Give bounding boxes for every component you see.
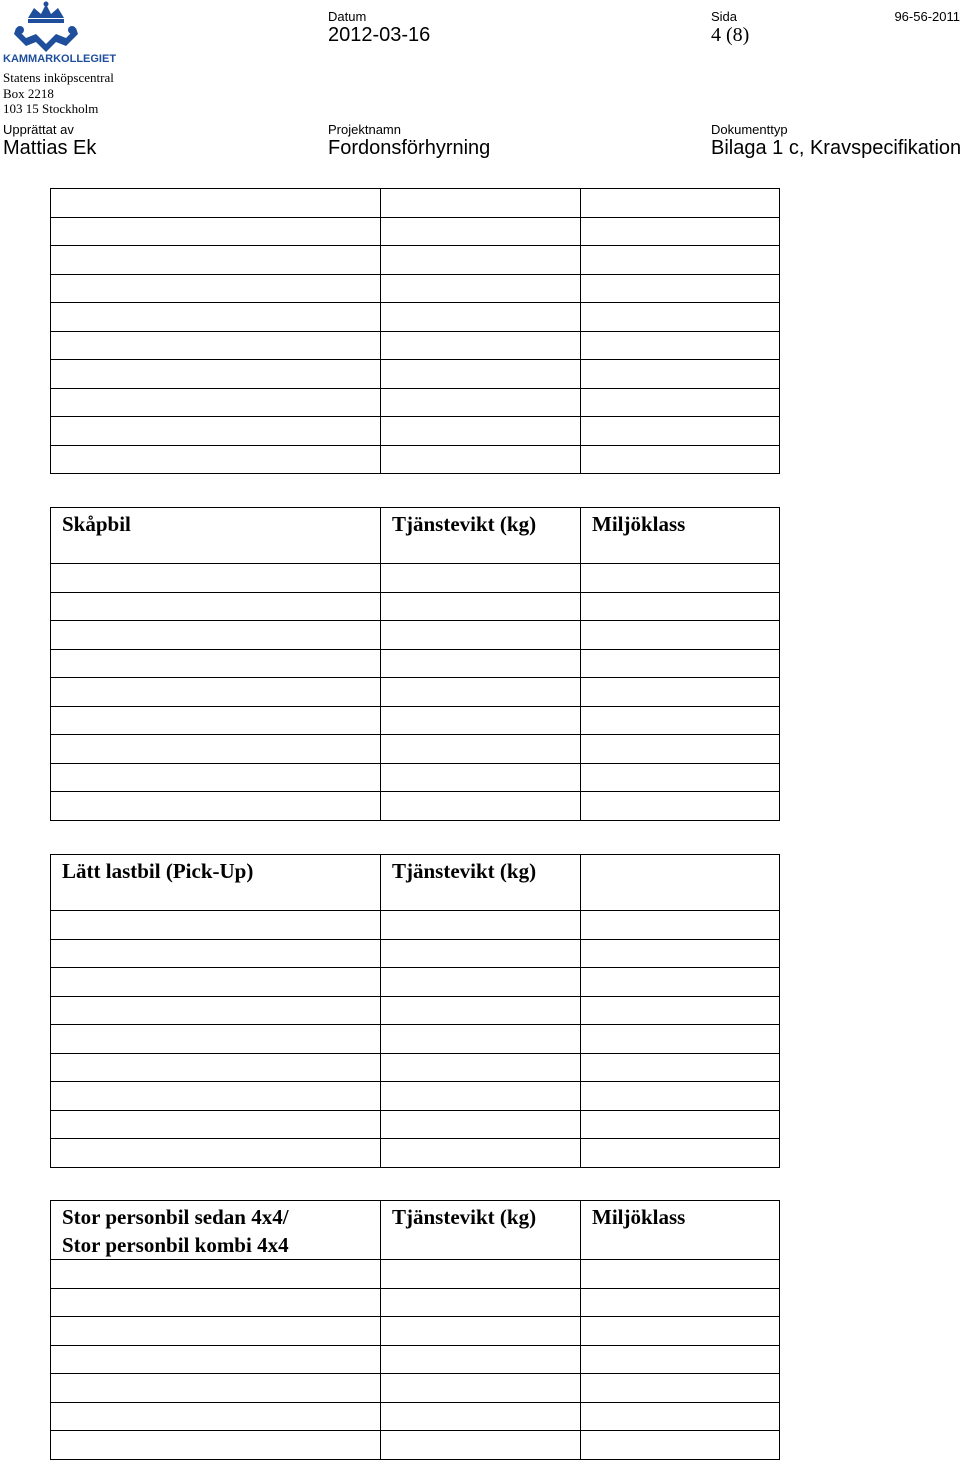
table-row: [51, 706, 780, 735]
table-row: [51, 1082, 780, 1111]
environment-class-header: Miljöklass: [592, 1205, 686, 1229]
large-car-table: [50, 1200, 780, 1460]
sida-label: Sida: [711, 9, 738, 24]
table-header-row: [51, 508, 780, 564]
weight-header: Tjänstevikt (kg): [392, 1205, 537, 1229]
table-row: [51, 445, 780, 474]
doc-number: 96-56-2011: [894, 9, 960, 24]
table-row: [51, 417, 780, 446]
table-row: [51, 1025, 780, 1054]
table-row: [51, 1260, 780, 1289]
table-row: [51, 189, 780, 218]
logo-text: KAMMARKOLLEGIET: [3, 53, 117, 65]
table-row: [51, 274, 780, 303]
table-row: [51, 1345, 780, 1374]
table-row: [51, 360, 780, 389]
table-row: [51, 388, 780, 417]
pickup-table: [50, 854, 780, 1168]
doktyp-label: Dokumenttyp: [711, 122, 788, 137]
sida-value: 4 (8): [711, 24, 750, 46]
table-row: [51, 763, 780, 792]
table-row: [51, 911, 780, 940]
table-row: [51, 996, 780, 1025]
datum-label: Datum: [328, 9, 367, 24]
crown-logo-icon: [0, 0, 117, 70]
table-row: [51, 939, 780, 968]
vehicle-table-continued: [50, 188, 780, 474]
environment-class-header: Miljöklass: [592, 512, 686, 536]
table-row: [51, 968, 780, 997]
skapbil-table: [50, 507, 780, 821]
vehicle-type-header: Stor personbil sedan 4x4/ Stor personbil kombi 4x4: [62, 1205, 289, 1257]
org-city: 103 15 Stockholm: [3, 101, 99, 116]
table-row: [51, 592, 780, 621]
table-row: [51, 303, 780, 332]
table-row: [51, 1317, 780, 1346]
vehicle-type-header: Skåpbil: [62, 512, 131, 536]
org-box: Box 2218: [3, 86, 54, 101]
table-header-row: [51, 855, 780, 911]
table-row: [51, 246, 780, 275]
table-header-row: [51, 1201, 780, 1260]
upprattat-label: Upprättat av: [3, 122, 74, 137]
table-row: [51, 217, 780, 246]
doktyp-value: Bilaga 1 c, Kravspecifikation: [711, 137, 961, 159]
empty-header: [581, 855, 779, 857]
table-row: [51, 1288, 780, 1317]
table-row: [51, 649, 780, 678]
org-name: Statens inköpscentral: [3, 70, 114, 85]
table-row: [51, 1374, 780, 1403]
table-row: [51, 331, 780, 360]
projekt-label: Projektnamn: [328, 122, 401, 137]
table-row: [51, 1110, 780, 1139]
table-row: [51, 1431, 780, 1460]
table-row: [51, 792, 780, 821]
kammarkollegiet-logo: [0, 0, 117, 70]
table-row: [51, 564, 780, 593]
table-row: [51, 1402, 780, 1431]
weight-header: Tjänstevikt (kg): [392, 512, 537, 536]
datum-value: 2012-03-16: [328, 24, 431, 46]
projekt-value: Fordonsförhyrning: [328, 137, 491, 159]
table-row: [51, 621, 780, 650]
weight-header: Tjänstevikt (kg): [392, 859, 537, 883]
upprattat-value: Mattias Ek: [3, 137, 97, 159]
table-row: [51, 678, 780, 707]
table-row: [51, 1053, 780, 1082]
table-row: [51, 1139, 780, 1168]
table-row: [51, 735, 780, 764]
vehicle-type-header: Lätt lastbil (Pick-Up): [62, 859, 254, 883]
